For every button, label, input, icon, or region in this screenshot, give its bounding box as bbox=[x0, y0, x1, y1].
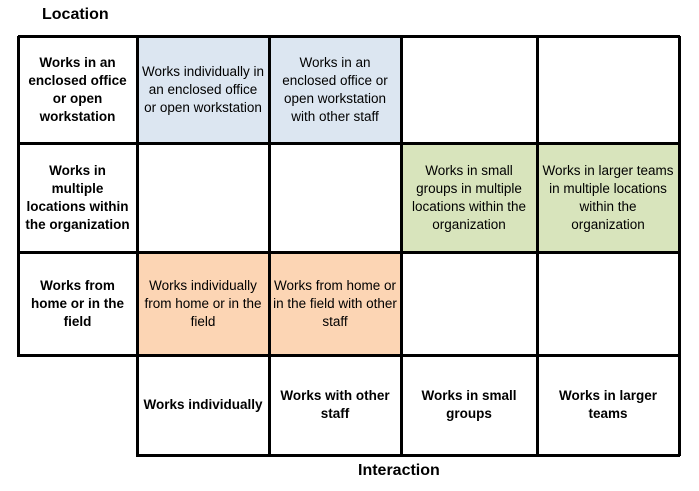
grid-border-bottom bbox=[136, 454, 680, 457]
row-header: Works in an enclosed office or open workstation bbox=[18, 36, 137, 143]
grid-border-colhead-left bbox=[136, 355, 139, 455]
location-axis-title: Location bbox=[42, 6, 109, 23]
matrix-cell bbox=[401, 36, 537, 143]
matrix-cell bbox=[137, 143, 269, 252]
column-header: Works with other staff bbox=[269, 355, 401, 455]
grid-border-top bbox=[18, 35, 680, 38]
matrix-cell bbox=[537, 36, 679, 143]
matrix-cell: Works individually in an enclosed office or open workstation bbox=[137, 36, 269, 143]
matrix-cell bbox=[401, 252, 537, 355]
grid-vline bbox=[536, 36, 539, 455]
grid-vline bbox=[268, 36, 271, 455]
matrix-cell: Works in larger teams in multiple locations within the organization bbox=[537, 143, 679, 252]
row-header: Works in multiple locations within the organization bbox=[18, 143, 137, 252]
grid-vline bbox=[400, 36, 403, 455]
matrix-cell bbox=[269, 143, 401, 252]
column-header: Works individually bbox=[137, 355, 269, 455]
matrix-cell: Works from home or in the field with other staff bbox=[269, 252, 401, 355]
grid-border-bottom-rows bbox=[17, 354, 680, 357]
matrix-cell bbox=[537, 252, 679, 355]
grid-hline bbox=[18, 142, 679, 145]
grid-border-right bbox=[678, 36, 681, 456]
column-header: Works in larger teams bbox=[537, 355, 679, 455]
matrix-cell: Works in small groups in multiple locations within the organization bbox=[401, 143, 537, 252]
matrix-cell: Works individually from home or in the field bbox=[137, 252, 269, 355]
grid-hline bbox=[18, 251, 679, 254]
matrix-cell: Works in an enclosed office or open workstation with other staff bbox=[269, 36, 401, 143]
column-header: Works in small groups bbox=[401, 355, 537, 455]
grid-vline bbox=[136, 36, 139, 355]
grid-border-left bbox=[17, 36, 20, 355]
row-header: Works from home or in the field bbox=[18, 252, 137, 355]
interaction-axis-title: Interaction bbox=[358, 462, 440, 479]
